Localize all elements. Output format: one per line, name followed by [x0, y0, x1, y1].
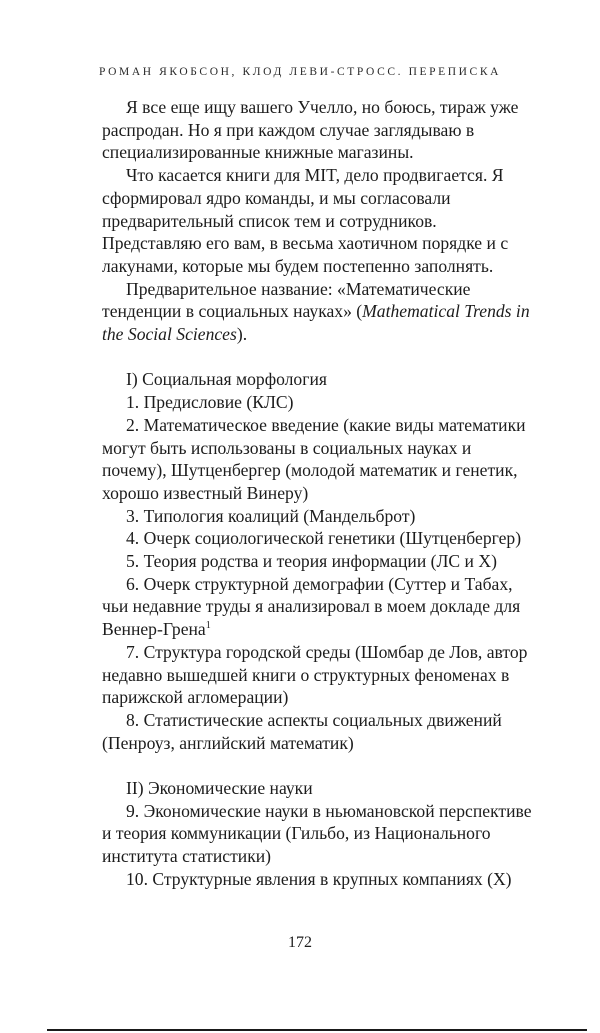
footnote-marker: 1 [205, 620, 211, 632]
title-intro: Предварительное название: «Математические тенденции в социальных науках» ( [102, 278, 471, 322]
spacer [102, 754, 538, 777]
list-item: 7. Структура городской среды (Шомбар де Лов, автор недавно вышедшей книги о структурных феноменах в парижской агломерации) [102, 641, 528, 708]
spacer [102, 346, 538, 369]
running-head: РОМАН ЯКОБСОН, КЛОД ЛЕВИ-СТРОСС. ПЕРЕПИСКА [99, 66, 501, 78]
list-item-text: 6. Очерк структурной демографии (Суттер и Табах, чьи недавние труды я анализировал в моем докладе для Веннер-Грена [102, 573, 521, 640]
list-item: 2. Математическое введение (какие виды математики могут быть использованы в социальных науках и почему), Шутценбергер (молодой математик и генетик, хорошо известный Винеру) [102, 414, 526, 503]
body-text [102, 96, 538, 891]
list-item-with-note [102, 573, 538, 641]
list-item: 9. Экономические науки в ньюмановской перспективе и теория коммуникации (Гильбо, из Национального института статистики) [102, 800, 532, 867]
list-item: 8. Статистические аспекты социальных движений (Пенроуз, английский математик) [102, 709, 502, 753]
page-number: 172 [288, 934, 312, 951]
bottom-divider [47, 1029, 587, 1031]
title-english: Mathematical Trends in the Social Sciences [102, 301, 530, 345]
list-item: 3. Типология коалиций (Мандельброт) [126, 505, 416, 526]
section-heading: I) Социальная морфология [126, 369, 327, 390]
list-item: 1. Предисловие (КЛС) [126, 392, 294, 413]
paragraph: Что касается книги для MIT, дело продвигается. Я сформировал ядро команды, и мы согласовали предварительный список тем и сотрудников. Представляю его вам, в весьма хаотичном порядке и с лакунами, которые мы будем постепенно заполнять. [102, 165, 509, 276]
paragraph: Я все еще ищу вашего Учелло, но боюсь, тираж уже распродан. Но я при каждом случае заглядываю в специализированные книжные магазины. [102, 97, 519, 163]
list-item: 4. Очерк социологической генетики (Шутценбергер) [126, 528, 522, 549]
list-item: 10. Структурные явления в крупных компаниях (Х) [126, 868, 512, 889]
list-item: 5. Теория родства и теория информации (ЛС и Х) [126, 551, 497, 572]
title-end: ). [236, 324, 248, 345]
section-heading: II) Экономические науки [126, 778, 313, 799]
paragraph-title [102, 278, 538, 346]
